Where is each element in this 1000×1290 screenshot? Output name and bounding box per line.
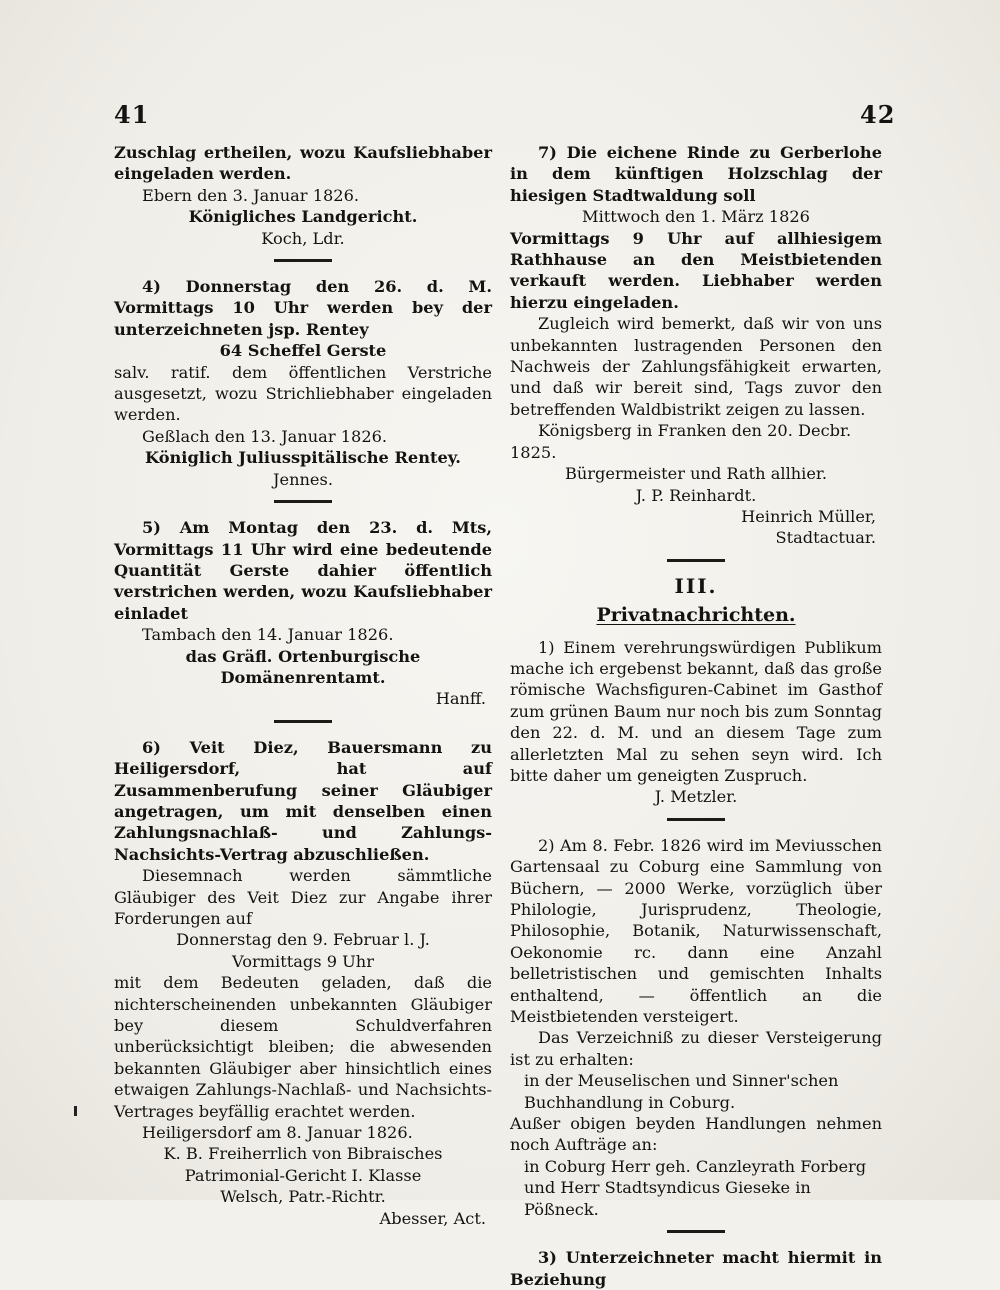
notice-6-conditions: mit dem Bedeuten geladen, daß die nichterscheinenden unbekannten Gläubiger bey diesem Schuldverfahren unberücksichtigt bleiben; die abwesenden bekannten Gläubiger aber hinsichtlich eines etwaigen Zahlungs-Nachlaß- und Nachsichts-Vertrages beyfällig erachtet werden.: [114, 973, 492, 1121]
notice-6-date: Donnerstag den 9. Februar l. J.: [176, 930, 430, 950]
notice-4-signature-office: Königlich Juliusspitälische Rentey.: [145, 448, 461, 468]
notice-4-place-date: Geßlach den 13. Januar 1826.: [142, 426, 388, 446]
private-notice-1-text: 1) Einem verehrungswürdigen Publikum mache ich ergebenst bekannt, daß das große römische Wachsfiguren-Cabinet im Gasthof zum grünen Baum nur noch bis zum Sonntag den 22. d. M. und an diesem Tage zum allerletzten Mal zu sehen seyn wird. Ich bitte daher um geneigten Zuspruch.: [510, 637, 882, 785]
notice-6-time: Vormittags 9 Uhr: [232, 951, 374, 971]
private-notice-3-text: 3) Unterzeichneter macht hiermit in Beziehung: [510, 1248, 882, 1289]
notice-7-signature-council: Bürgermeister und Rath allhier.: [564, 464, 828, 484]
notice-4-text-continued: salv. ratif. dem öffentlichen Verstriche ausgesetzt, wozu Strichliebhaber eingeladen werden.: [114, 362, 492, 425]
notice-6-signature-court: K. B. Freiherrlich von Bibraisches: [163, 1144, 443, 1164]
separator-rule: [274, 500, 332, 503]
notice-6-signature-judge: Welsch, Patr.-Richtr.: [220, 1187, 386, 1207]
section-numeral: III.: [674, 573, 718, 598]
separator-rule: [667, 1230, 725, 1233]
notice-3-continuation: Zuschlag ertheilen, wozu Kaufsliebhaber eingeladen werden.: [114, 143, 492, 184]
separator-rule: [274, 720, 332, 723]
notice-5-signature-office: das Gräfl. Ortenburgische Domänenrentamt.: [185, 646, 421, 687]
notice-4-signature-name: Jennes.: [273, 469, 333, 489]
notice-7-signature-mayor: J. P. Reinhardt.: [635, 485, 757, 505]
notice-6-text: 6) Veit Diez, Bauersmann zu Heiligersdorf, hat auf Zusammenberufung seiner Gläubiger angetragen, um mit denselben einen Zahlungsnachlaß- und Zahlungs-Nachsichts-Vertrag abzuschließen.: [114, 737, 492, 864]
notice-7-text: 7) Die eichene Rinde zu Gerberlohe in dem künftigen Holzschlag der hiesigen Stadtwaldung soll: [510, 143, 882, 205]
separator-rule: [274, 259, 332, 262]
notice-5-place-date: Tambach den 14. Januar 1826.: [142, 625, 394, 645]
left-column: [114, 142, 492, 1229]
margin-mark: [74, 1106, 77, 1116]
separator-rule: [667, 559, 725, 562]
notice-7-remark: Zugleich wird bemerkt, daß wir von uns unbekannten lustragenden Personen den Nachweis der Zahlungsfähigkeit erwarten, und daß wir bereit sind, Tags zuvor den betreffenden Waldbistrikt zeigen zu lassen.: [510, 314, 882, 419]
notice-3-signature-court: Königliches Landgericht.: [188, 207, 418, 227]
notice-6-place-date: Heiligersdorf am 8. Januar 1826.: [142, 1123, 413, 1143]
separator-rule: [667, 818, 725, 821]
page-number-left: 41: [114, 100, 150, 129]
private-notice-2-agents-intro: Außer obigen beyden Handlungen nehmen noch Aufträge an:: [510, 1114, 882, 1155]
right-column: [510, 142, 882, 1290]
private-notice-2-text: 2) Am 8. Febr. 1826 wird im Meviusschen Gartensaal zu Coburg eine Sammlung von Büchern, — 2000 Werke, vorzüglich über Philologie, Jurisprudenz, Theologie, Philosophie, Botanik, Naturwissenschaft, Oekonomie rc. dann eine Anzahl belletristischen und gemischten Inhalts enthaltend, — öffentlich an die Meistbietenden versteigert.: [510, 835, 882, 1027]
notice-6-signature-class: Patrimonial-Gericht I. Klasse: [184, 1165, 422, 1185]
notice-5-signature-name: Hanff.: [435, 689, 486, 709]
notice-6-summons: Diesemnach werden sämmtliche Gläubiger des Veit Diez zur Angabe ihrer Forderungen auf: [114, 866, 492, 928]
notice-4-text: 4) Donnerstag den 26. d. M. Vormittags 10 Uhr werden bey der unterzeichneten jsp. Rentey: [114, 277, 492, 339]
private-notice-2-catalogue: Das Verzeichniß zu dieser Versteigerung ist zu erhalten:: [510, 1028, 882, 1069]
notice-4-item: 64 Scheffel Gerste: [219, 341, 387, 361]
notice-7-signature-clerk: Heinrich Müller,: [741, 506, 876, 526]
private-notice-2-agent-1: in Coburg Herr geh. Canzleyrath Forberg: [524, 1156, 867, 1176]
section-title: Privatnachrichten.: [596, 604, 796, 627]
private-notice-2-bookshop: in der Meuselischen und Sinner'schen Buchhandlung in Coburg.: [524, 1071, 839, 1112]
notice-6-signature-actuary: Abesser, Act.: [379, 1208, 486, 1228]
private-notice-1-signature: J. Metzler.: [654, 787, 738, 807]
notice-7-date: Mittwoch den 1. März 1826: [582, 207, 810, 227]
private-notice-2-agent-2: und Herr Stadtsyndicus Gieseke in Pößneck.: [524, 1178, 811, 1219]
notice-5-text: 5) Am Montag den 23. d. Mts, Vormittags 11 Uhr wird eine bedeutende Quantität Gerste dahier öffentlich verstrichen werden, wozu Kaufsliebhaber einladet: [114, 518, 492, 623]
notice-7-signature-title: Stadtactuar.: [775, 528, 876, 548]
notice-7-place-date: Königsberg in Franken den 20. Decbr. 1825.: [510, 421, 852, 462]
notice-7-text-continued: Vormittags 9 Uhr auf allhiesigem Rathhause an den Meistbietenden verkauft werden. Liebhaber werden hierzu eingeladen.: [510, 228, 882, 312]
notice-3-place-date: Ebern den 3. Januar 1826.: [142, 185, 360, 205]
notice-3-signature-name: Koch, Ldr.: [261, 228, 345, 248]
page-number-right: 42: [860, 100, 896, 129]
